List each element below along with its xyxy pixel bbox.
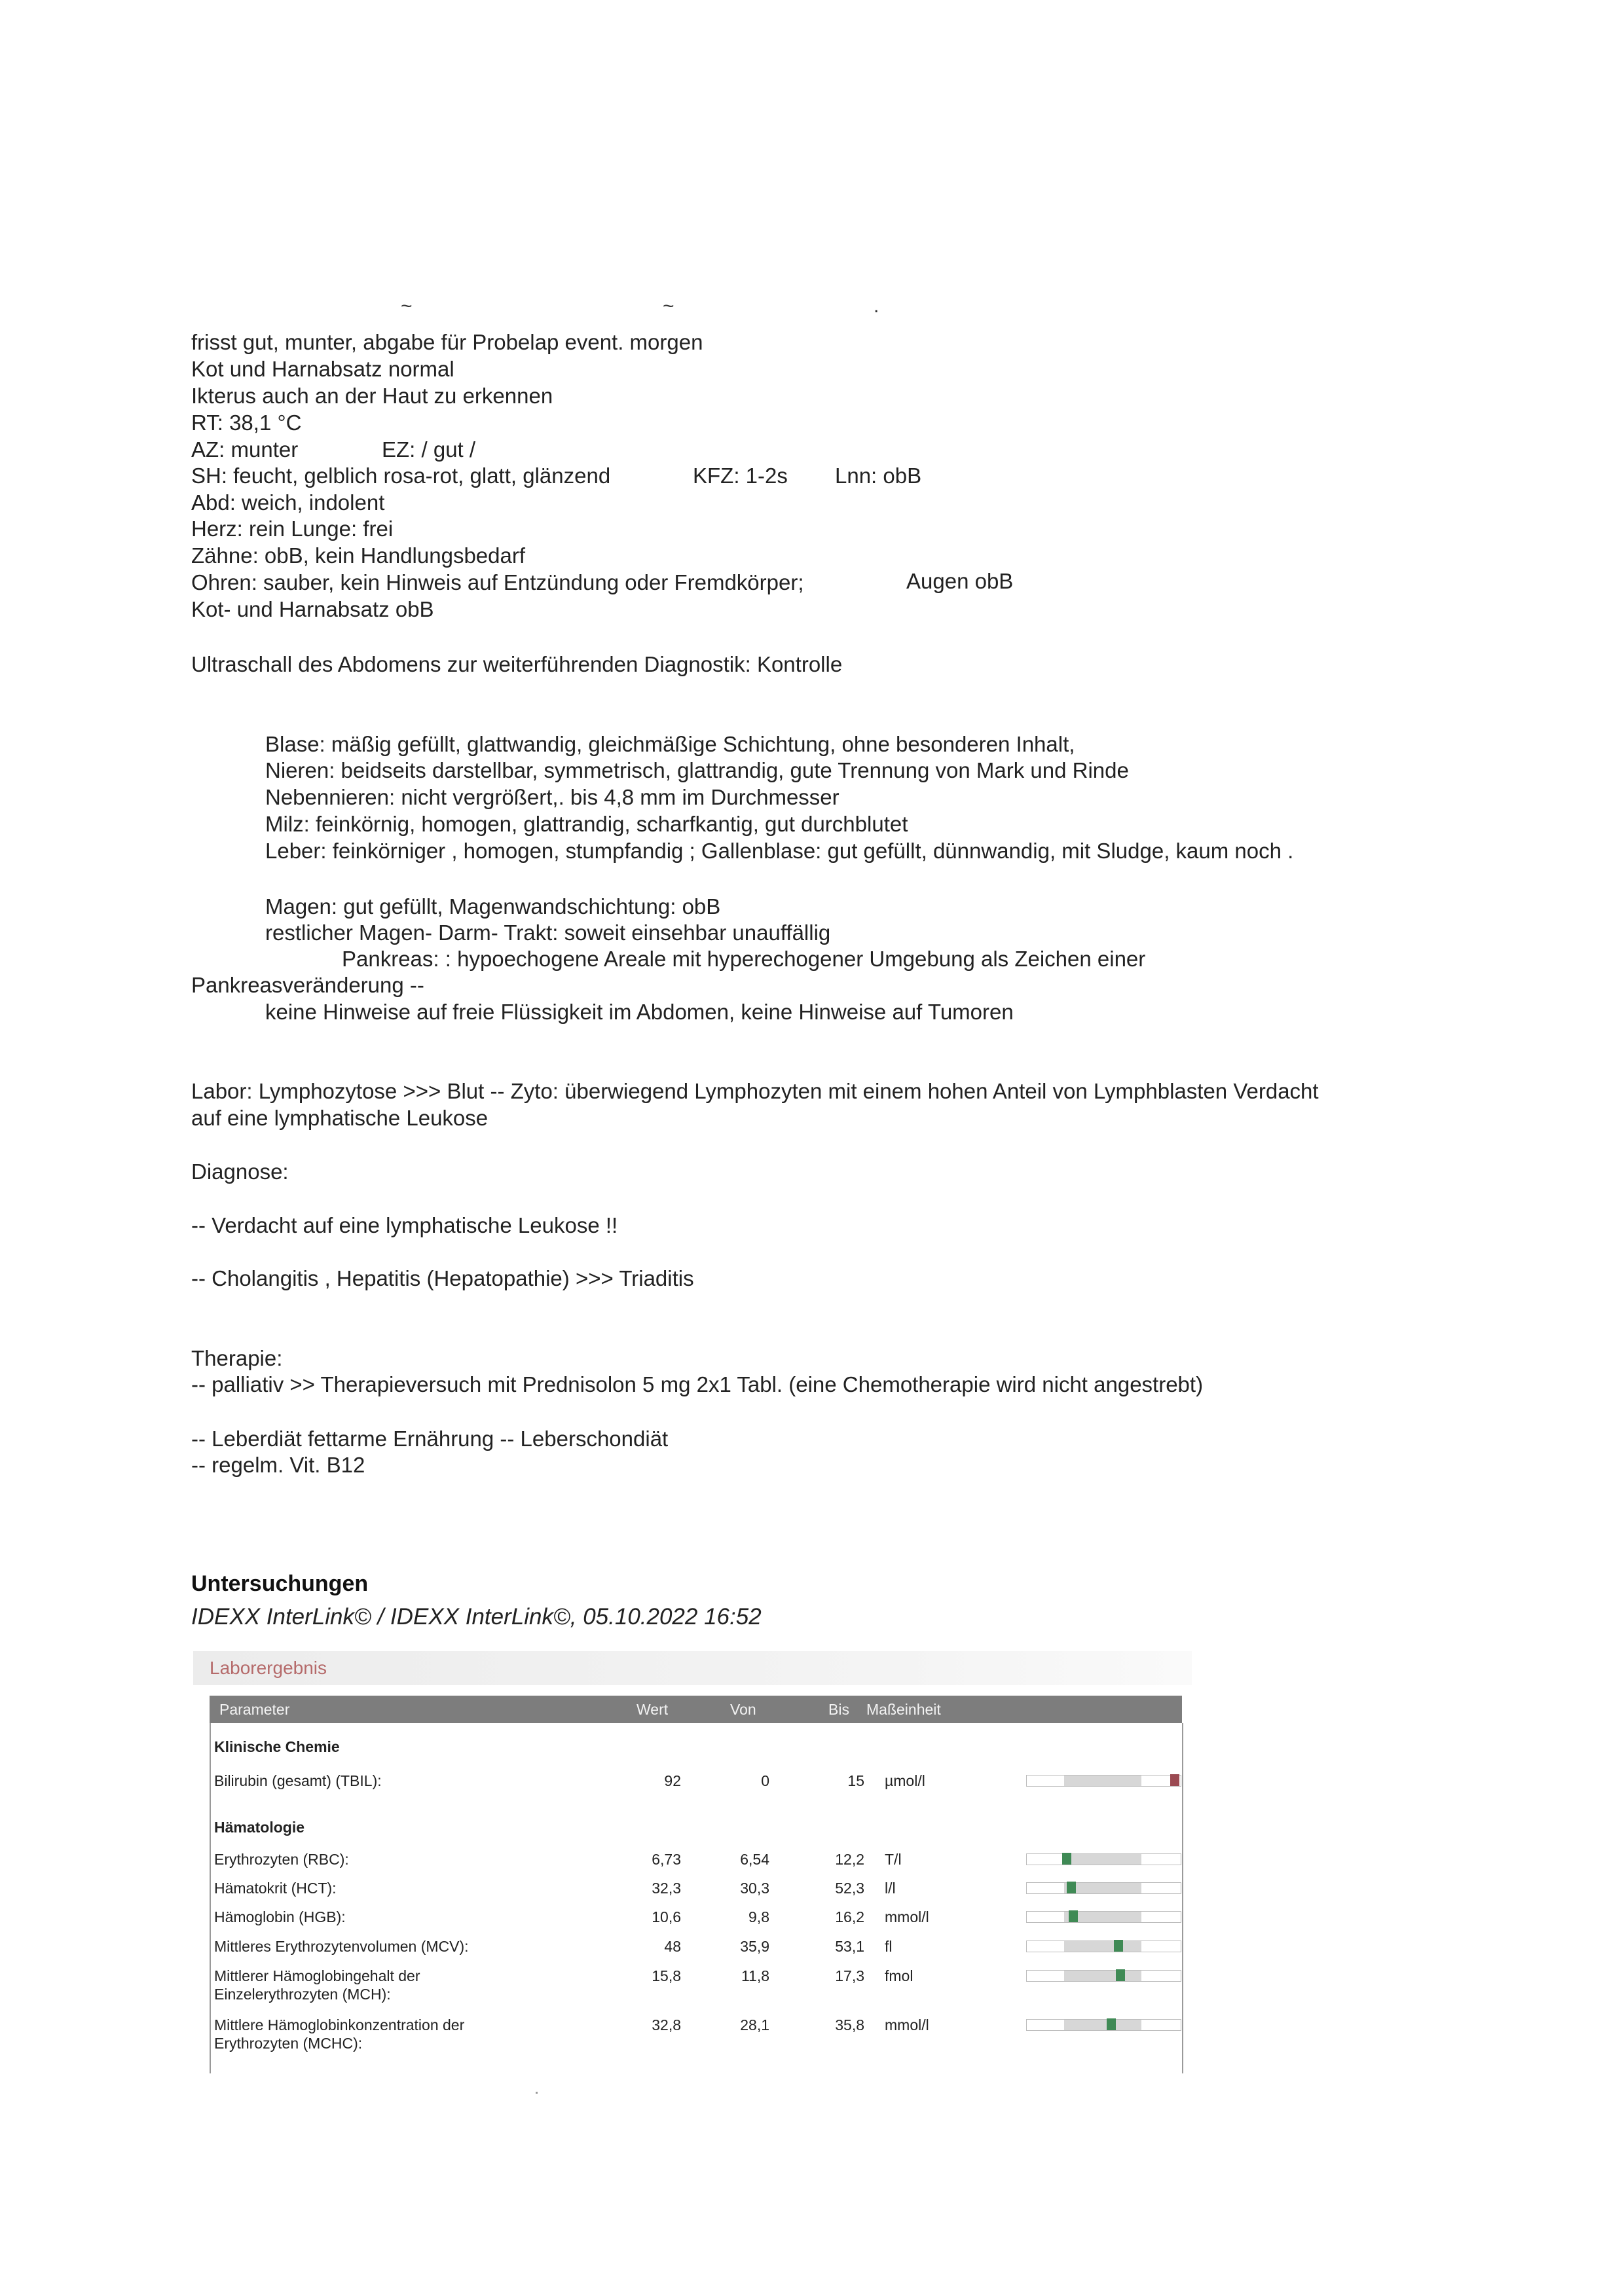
lab-parameter-name: Mittleres Erythrozytenvolumen (MCV): [214,1938,469,1955]
lab-unit: fmol [885,1967,913,1984]
lab-range-to: 12,2 [835,1851,864,1868]
lab-value: 32,3 [652,1880,681,1897]
column-header: Parameter [219,1701,290,1718]
lab-unit: l/l [885,1880,896,1897]
ultrasound-title: Ultraschall des Abdomens zur weiterführenden Diagnostik: Kontrolle [191,652,843,676]
finding-line: SH: feucht, gelblich rosa-rot, glatt, glänzend [191,464,611,488]
ultrasound-line: keine Hinweise auf freie Flüssigkeit im Abdomen, keine Hinweise auf Tumoren [265,1000,1014,1024]
lab-marker-normal [1069,1910,1078,1922]
lab-source: IDEXX InterLink© / IDEXX InterLink©, 05.10.2022 16:52 [191,1604,762,1630]
section-heading: Untersuchungen [191,1571,369,1596]
lab-range-from: 30,3 [740,1880,769,1897]
column-header: Von [730,1701,756,1718]
lab-section-title: Klinische Chemie [214,1738,340,1755]
lab-range-from: 28,1 [740,2016,769,2033]
finding-line: Ohren: sauber, kein Hinweis auf Entzündung oder Fremdkörper; [191,570,804,594]
lab-table-header [210,1696,1182,1723]
finding-line: Kot- und Harnabsatz obB [191,597,434,621]
therapy-item: -- palliativ >> Therapieversuch mit Prednisolon 5 mg 2x1 Tabl. (eine Chemotherapie wird nicht angestrebt) [191,1372,1204,1396]
lab-parameter-name: Erythrozyten (RBC): [214,1851,349,1868]
lab-unit: mmol/l [885,2016,929,2033]
lab-reference-range [1064,1971,1141,1981]
lab-parameter-name-cont: Erythrozyten (MCHC): [214,2035,363,2052]
lab-marker-normal [1062,1853,1071,1865]
lab-reference-range [1064,1776,1141,1786]
ultrasound-line: Nebennieren: nicht vergrößert,. bis 4,8 mm im Durchmesser [265,785,840,809]
lab-range-from: 11,8 [741,1967,769,1984]
lab-banner [193,1651,1192,1685]
lab-range-bar [1026,1880,1180,1895]
lab-parameter-name: Mittlere Hämoglobinkonzentration der [214,2016,465,2033]
lab-unit: µmol/l [885,1772,925,1789]
lab-range-to: 52,3 [835,1880,864,1897]
lab-reference-range [1064,1854,1141,1865]
lab-range-to: 35,8 [835,2016,864,2033]
lab-value: 10,6 [652,1908,681,1925]
lab-range-bar [1026,1773,1180,1787]
finding-fragment: Lnn: obB [835,464,922,488]
scan-speck [536,2092,538,2094]
therapy-item: -- regelm. Vit. B12 [191,1453,365,1477]
lab-parameter-name: Hämatokrit (HCT): [214,1880,337,1897]
finding-line: Zähne: obB, kein Handlungsbedarf [191,543,526,568]
ultrasound-line: Leber: feinkörniger , homogen, stumpfandig ; Gallenblase: gut gefüllt, dünnwandig, mit Sludge, kaum noch . [265,839,1294,863]
lab-marker-normal [1116,1969,1125,1981]
lab-marker-normal [1107,2018,1116,2030]
lab-marker-high [1170,1774,1179,1786]
lab-marker-normal [1067,1882,1076,1893]
lab-range-to: 16,2 [835,1908,864,1925]
finding-fragment: KFZ: 1-2s [693,464,788,488]
lab-range-bar [1026,1968,1180,1982]
finding-fragment: EZ: / gut / [382,437,476,462]
cropped-text-line: ~ ~ . [401,295,879,317]
diagnosis-label: Diagnose: [191,1159,289,1184]
labor-line: auf eine lymphatische Leukose [191,1106,489,1130]
lab-range-bar [1026,1909,1180,1923]
column-header: Wert [637,1701,669,1718]
lab-result-table [193,1651,1192,2077]
lab-range-to: 53,1 [835,1938,864,1955]
ultrasound-line: Magen: gut gefüllt, Magenwandschichtung: obB [265,894,721,919]
finding-line: AZ: munter [191,437,299,462]
lab-parameter-name: Bilirubin (gesamt) (TBIL): [214,1772,382,1789]
lab-unit: mmol/l [885,1908,929,1925]
column-header: Maßeinheit [866,1701,941,1718]
finding-line: RT: 38,1 °C [191,410,302,435]
lab-range-bar [1026,2017,1180,2032]
diagnosis-item: -- Verdacht auf eine lymphatische Leukose !! [191,1213,618,1237]
therapy-item: -- Leberdiät fettarme Ernährung -- Leberschondiät [191,1427,669,1451]
lab-range-from: 35,9 [740,1938,769,1955]
lab-reference-range [1064,1941,1141,1952]
finding-line: Ikterus auch an der Haut zu erkennen [191,384,553,408]
finding-line: Herz: rein Lunge: frei [191,517,394,541]
lab-marker-normal [1114,1940,1123,1952]
lab-reference-range [1064,2020,1141,2030]
lab-value: 6,73 [652,1851,681,1868]
lab-parameter-name: Mittlerer Hämoglobingehalt der [214,1967,420,1984]
ultrasound-line: Blase: mäßig gefüllt, glattwandig, gleichmäßige Schichtung, ohne besonderen Inhalt, [265,732,1075,756]
diagnosis-item: -- Cholangitis , Hepatitis (Hepatopathie) >>> Triaditis [191,1266,694,1290]
lab-range-bar [1026,1939,1180,1953]
labor-line: Labor: Lymphozytose >>> Blut -- Zyto: überwiegend Lymphozyten mit einem hohen Anteil von Lymphblasten Verdacht [191,1079,1319,1103]
lab-value: 92 [664,1772,681,1789]
lab-value: 32,8 [652,2016,681,2033]
finding-fragment: Augen obB [906,569,1014,593]
ultrasound-line: Milz: feinkörnig, homogen, glattrandig, scharfkantig, gut durchblutet [265,812,908,836]
ultrasound-line: Nieren: beidseits darstellbar, symmetrisch, glattrandig, gute Trennung von Mark und Rinde [265,758,1129,782]
lab-range-to: 15 [847,1772,864,1789]
lab-section-title: Hämatologie [214,1819,305,1836]
lab-unit: fl [885,1938,893,1955]
lab-parameter-name-cont: Einzelerythrozyten (MCH): [214,1986,391,2003]
therapy-label: Therapie: [191,1346,283,1370]
lab-banner-title: Laborergebnis [210,1658,327,1678]
ultrasound-line: Pankreas: : hypoechogene Areale mit hyperechogener Umgebung als Zeichen einer [342,947,1146,971]
lab-range-bar [1026,1851,1180,1866]
finding-line: Abd: weich, indolent [191,490,385,515]
lab-value: 48 [664,1938,681,1955]
lab-unit: T/l [885,1851,902,1868]
ultrasound-line: restlicher Magen- Darm- Trakt: soweit einsehbar unauffällig [265,920,831,945]
lab-range-from: 0 [761,1772,769,1789]
finding-line: frisst gut, munter, abgabe für Probelap event. morgen [191,330,703,354]
lab-range-to: 17,3 [835,1967,864,1984]
lab-parameter-name: Hämoglobin (HGB): [214,1908,346,1925]
column-header: Bis [828,1701,849,1718]
finding-line: Kot und Harnabsatz normal [191,357,454,381]
ultrasound-line: Pankreasveränderung -- [191,973,424,997]
lab-range-from: 6,54 [740,1851,769,1868]
lab-value: 15,8 [652,1967,681,1984]
lab-range-from: 9,8 [748,1908,769,1925]
